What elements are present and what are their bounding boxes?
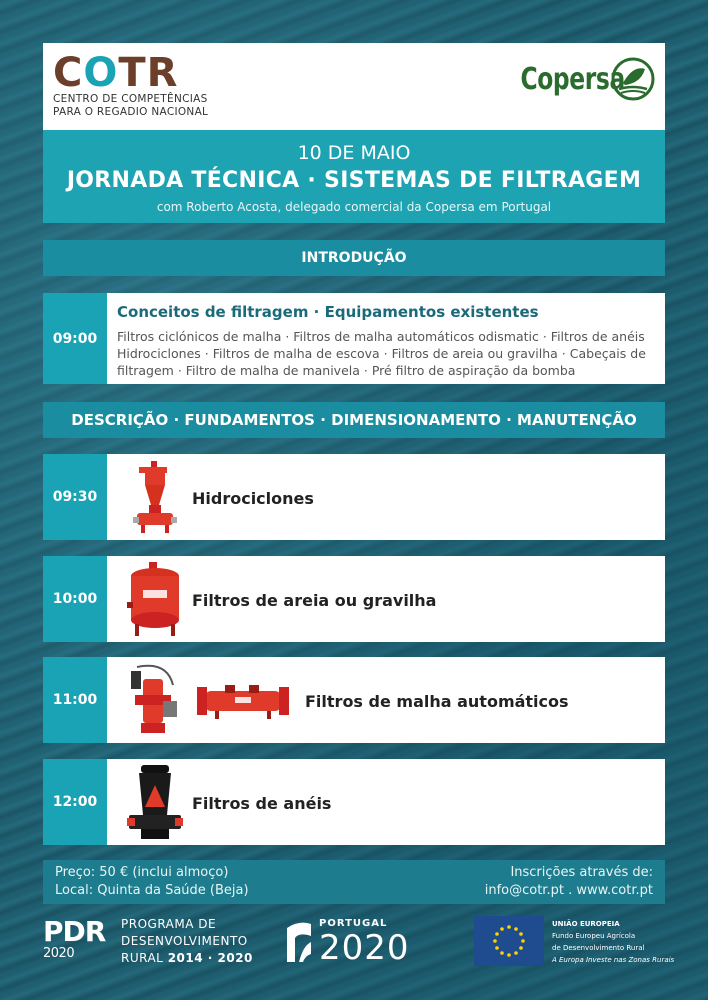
eu-stars-icon	[474, 916, 544, 966]
event-subtitle: com Roberto Acosta, delegado comercial da Copersa em Portugal	[156, 200, 552, 214]
location-text: Local: Quinta da Saúde (Beja)	[55, 883, 249, 898]
contact-link[interactable]: info@cotr.pt . www.cotr.pt	[484, 883, 653, 898]
intro-description: Filtros ciclónicos de malha · Filtros de malha automáticos odismatic · Filtros de anéis Hidrociclones · Filtros de malha de escova · Filtros de areia ou gravilha · Cabeçais de filtragem · Filtro de malha de manivela · Pré filtro de aspiração da bomba	[117, 329, 646, 378]
portugal2020-emblem-icon	[283, 918, 315, 966]
portugal-label: PORTUGAL	[319, 918, 388, 929]
pdr-wordmark: PDR	[43, 915, 106, 948]
schedule-row	[43, 657, 665, 743]
horizontal-screen-filter-image	[195, 683, 291, 719]
pdr-program-text	[121, 916, 253, 967]
copersa-wordmark: Copersa	[520, 61, 625, 97]
event-title-band	[43, 130, 665, 223]
schedule-label: Hidrociclones	[192, 489, 314, 508]
eu-flag	[474, 916, 544, 966]
pdr-year: 2020	[43, 946, 75, 961]
cotr-subtitle-2: PARA O REGADIO NACIONAL	[53, 106, 209, 118]
schedule-time: 12:00	[43, 759, 107, 845]
intro-title: Conceitos de filtragem · Equipamentos existentes	[117, 303, 539, 321]
schedule-time: 11:00	[43, 657, 107, 743]
cotr-subtitle-1: CENTRO DE COMPETÊNCIAS	[53, 93, 208, 105]
pdr-line-1: PROGRAMA DE	[121, 917, 217, 931]
section-main: DESCRIÇÃO · FUNDAMENTOS · DIMENSIONAMENTO · MANUTENÇÃO	[43, 402, 665, 438]
pdr2020-logo	[43, 915, 106, 961]
schedule-label: Filtros de anéis	[192, 794, 332, 813]
schedule-label: Filtros de malha automáticos	[305, 692, 569, 711]
pdr-line-2: DESENVOLVIMENTO	[121, 934, 248, 948]
intro-row	[43, 293, 665, 384]
event-title: JORNADA TÉCNICA · SISTEMAS DE FILTRAGEM	[66, 168, 642, 193]
registration-text: Inscrições através de:	[510, 865, 653, 880]
section-intro: INTRODUÇÃO	[43, 240, 665, 276]
eu-text-block	[552, 918, 674, 966]
eu-title: UNIÃO EUROPEIA	[552, 920, 620, 928]
intro-time: 09:00	[43, 293, 107, 384]
schedule-time: 09:30	[43, 454, 107, 540]
schedule-time: 10:00	[43, 556, 107, 642]
event-date: 10 DE MAIO	[297, 142, 411, 164]
schedule-row	[43, 556, 665, 642]
disc-filter-image	[127, 763, 183, 841]
schedule-row	[43, 759, 665, 845]
footer-info	[43, 860, 665, 904]
hydrocyclone-image	[131, 459, 179, 535]
header-logos	[43, 43, 665, 130]
copersa-logo	[491, 57, 655, 101]
price-text: Preço: 50 € (inclui almoço)	[55, 865, 229, 880]
eu-line-2: de Desenvolvimento Rural	[552, 944, 645, 952]
portugal-year: 2020	[319, 928, 410, 968]
cotr-logo	[53, 50, 209, 119]
sand-filter-image	[127, 560, 183, 638]
schedule-row	[43, 454, 665, 540]
cotr-wordmark: COTR	[53, 50, 179, 96]
portugal2020-logo	[283, 916, 453, 970]
vertical-screen-filter-image	[127, 661, 183, 739]
schedule-label: Filtros de areia ou gravilha	[192, 591, 437, 610]
pdr-line-3: RURAL 2014 · 2020	[121, 951, 253, 965]
eu-line-3: A Europa Investe nas Zonas Rurais	[552, 956, 675, 964]
eu-line-1: Fundo Europeu Agrícola	[552, 932, 636, 940]
